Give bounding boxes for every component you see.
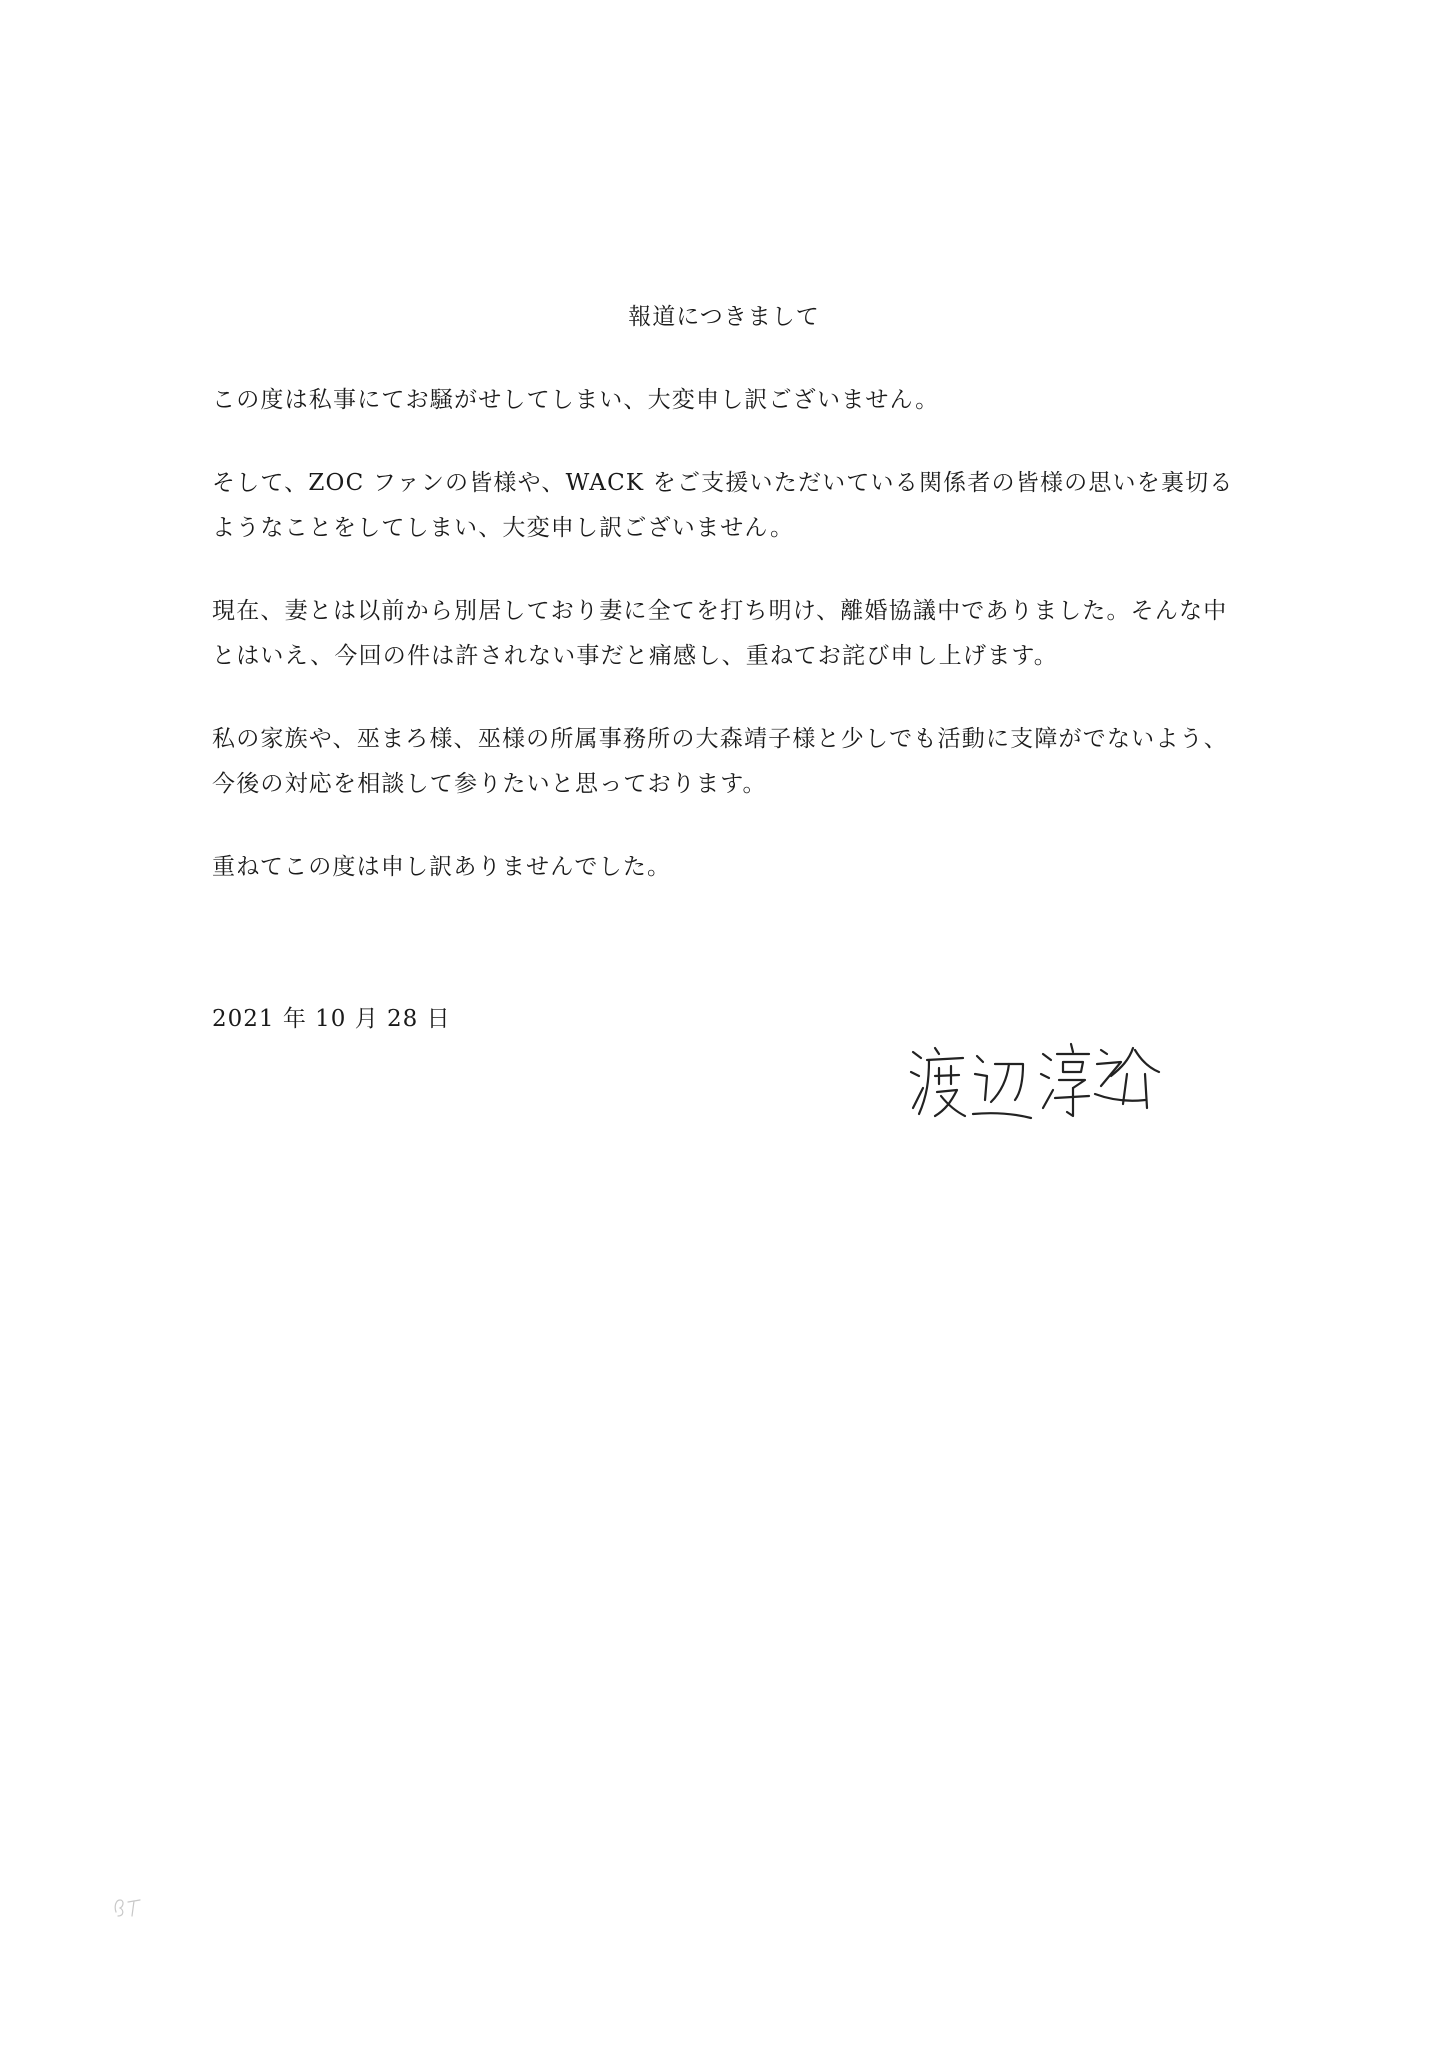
document-title: 報道につきまして [628, 304, 820, 330]
handwritten-signature [905, 1030, 1165, 1130]
paragraph: そして、ZOC ファンの皆様や、WACK をご支援いただいている関係者の皆様の思いを裏切るようなことをしてしまい、大変申し訳ございません。 [212, 470, 1234, 541]
paragraph: 現在、妻とは以前から別居しており妻に全てを打ち明け、離婚協議中でありました。そんな中とはいえ、今回の件は許されない事だと痛感し、重ねてお詫び申し上げます。 [212, 598, 1228, 669]
paragraph: 私の家族や、巫まろ様、巫様の所属事務所の大森靖子様と少しでも活動に支障がでないよう、今後の対応を相談して参りたいと思っております。 [212, 726, 1228, 797]
paragraph: 重ねてこの度は申し訳ありませんでした。 [212, 854, 672, 880]
document-body [212, 378, 1242, 928]
pencil-mark-icon [110, 1890, 150, 1920]
document-date: 2021 年 10 月 28 日 [212, 1006, 451, 1032]
paragraph: この度は私事にてお騒がせしてしまい、大変申し訳ございません。 [212, 387, 940, 413]
